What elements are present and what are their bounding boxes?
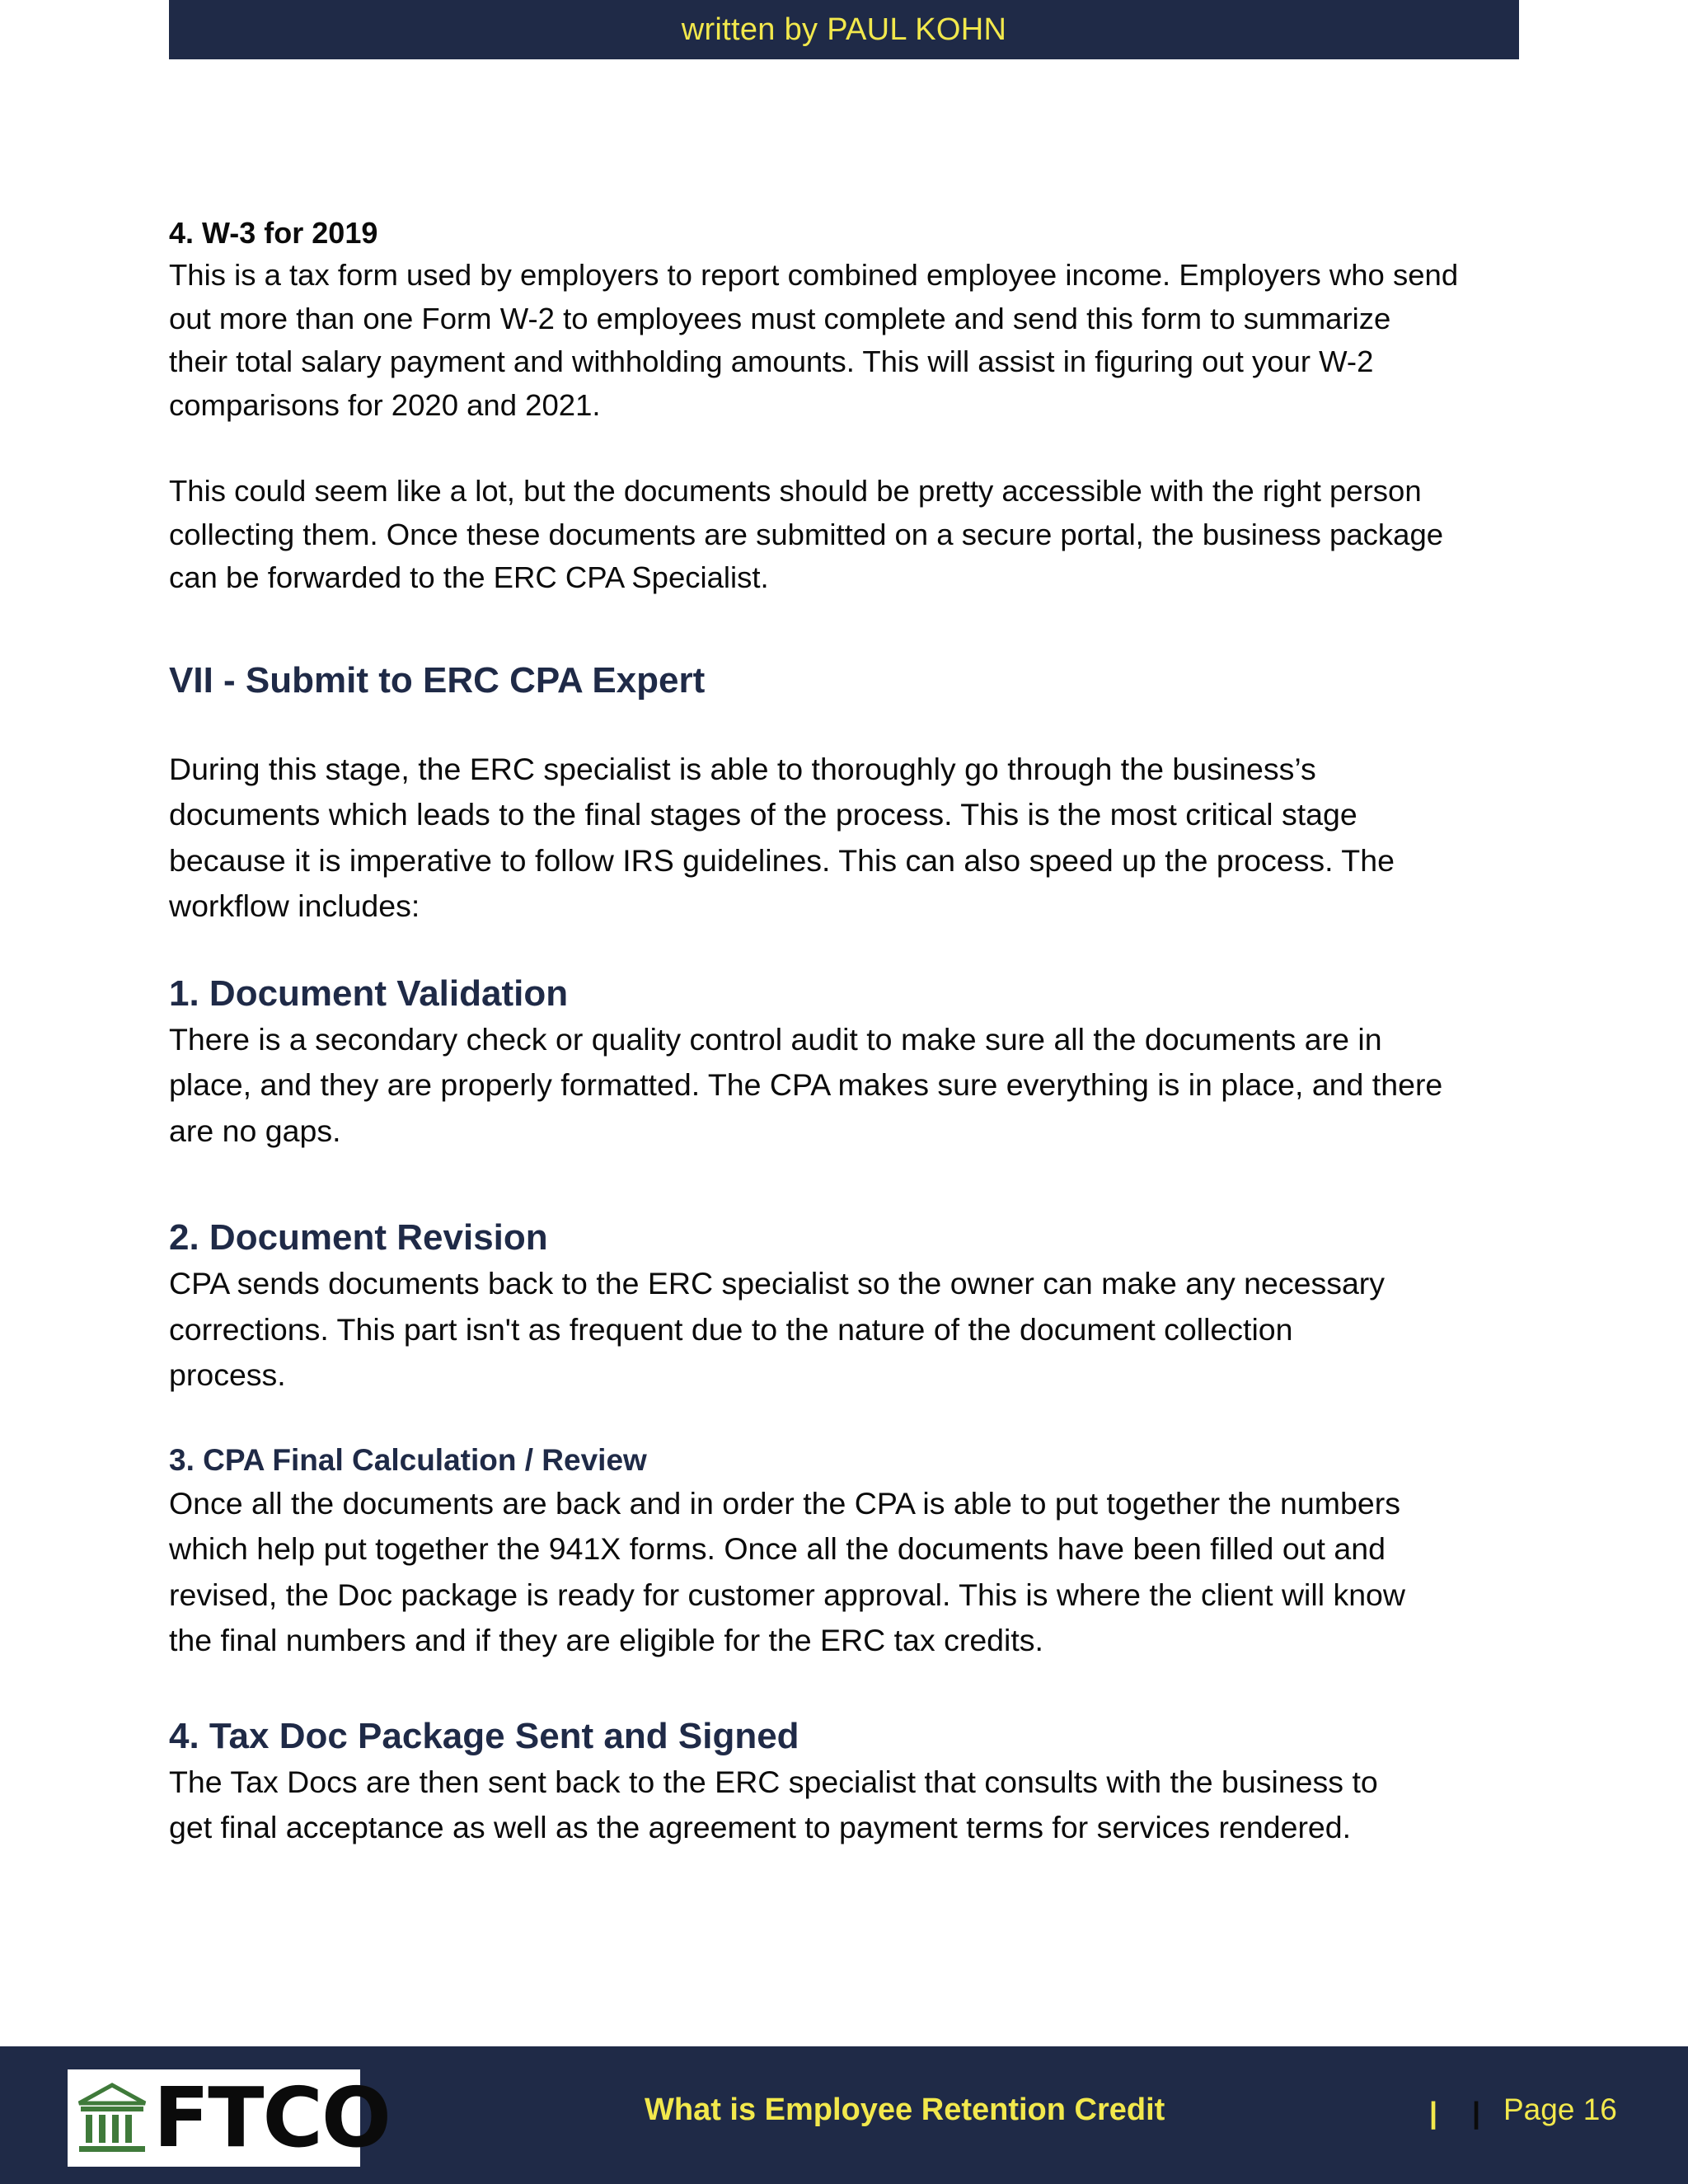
text-line: revised, the Doc package is ready for customer approval. This is where the client will know (169, 1577, 1405, 1612)
text-line: get final acceptance as well as the agreement to payment terms for services rendered. (169, 1810, 1352, 1844)
text-line: documents which leads to the final stages of the process. This is the most critical stage (169, 797, 1357, 832)
footer-title: What is Employee Retention Credit (645, 2093, 1165, 2127)
document-body (169, 213, 1529, 1851)
accessible-paragraph (169, 470, 1529, 600)
text-line: because it is imperative to follow IRS guidelines. This can also speed up the process. The (169, 842, 1395, 878)
text-line: corrections. This part isn't as frequent due to the nature of the document collection (169, 1311, 1293, 1347)
text-line: During this stage, the ERC specialist is able to thoroughly go through the business’s (169, 751, 1316, 786)
header-band (169, 0, 1519, 59)
w3-paragraph (169, 254, 1529, 427)
step-paragraph (169, 1760, 1529, 1851)
bank-building-icon (74, 2080, 150, 2156)
footer-separator: | (1429, 2096, 1438, 2130)
step-heading-document-revision: 2. Document Revision (169, 1217, 548, 1258)
step-heading-document-validation: 1. Document Validation (169, 972, 569, 1014)
step-paragraph (169, 1481, 1529, 1664)
step-paragraph (169, 1017, 1529, 1155)
text-line: This could seem like a lot, but the documents should be pretty accessible with the right person (169, 474, 1422, 508)
vii-paragraph (169, 747, 1529, 930)
text-line: process. (169, 1357, 286, 1392)
text-line: their total salary payment and withholding amounts. This will assist in figuring out your W-2 (169, 344, 1374, 378)
text-line: which help put together the 941X forms. Once all the documents have been filled out and (169, 1531, 1386, 1566)
text-line: the final numbers and if they are eligible for the ERC tax credits. (169, 1623, 1043, 1657)
w3-heading: 4. W-3 for 2019 (169, 216, 378, 250)
page-number: Page 16 (1503, 2093, 1617, 2126)
text-line: place, and they are properly formatted. The CPA makes sure everything is in place, and there (169, 1067, 1443, 1102)
section-heading-vii: VII - Submit to ERC CPA Expert (169, 659, 706, 701)
text-line: There is a secondary check or quality control audit to make sure all the documents are in (169, 1021, 1382, 1057)
text-line: are no gaps. (169, 1113, 341, 1148)
text-line: Once all the documents are back and in order the CPA is able to put together the numbers (169, 1485, 1400, 1521)
text-line: workflow includes: (169, 888, 420, 923)
step-heading-tax-doc-package: 4. Tax Doc Package Sent and Signed (169, 1715, 799, 1756)
text-line: CPA sends documents back to the ERC specialist so the owner can make any necessary (169, 1266, 1386, 1301)
text-line: The Tax Docs are then sent back to the ERC specialist that consults with the business to (169, 1764, 1378, 1799)
text-line: This is a tax form used by employers to report combined employee income. Employers who send (169, 258, 1459, 292)
text-line: out more than one Form W-2 to employees must complete and send this form to summarize (169, 301, 1391, 335)
ftco-logo (68, 2069, 390, 2167)
logo-text: FTCO (153, 2069, 390, 2166)
text-line: can be forwarded to the ERC CPA Specialist. (169, 560, 769, 594)
text-line: comparisons for 2020 and 2021. (169, 387, 601, 422)
text-line: collecting them. Once these documents are submitted on a secure portal, the business package (169, 517, 1444, 551)
author-line: written by PAUL KOHN (681, 12, 1007, 47)
step-heading-cpa-final-calculation: 3. CPA Final Calculation / Review (169, 1442, 647, 1477)
step-paragraph (169, 1261, 1529, 1399)
footer-separator: | (1472, 2096, 1481, 2130)
footer-band (0, 2046, 1688, 2184)
